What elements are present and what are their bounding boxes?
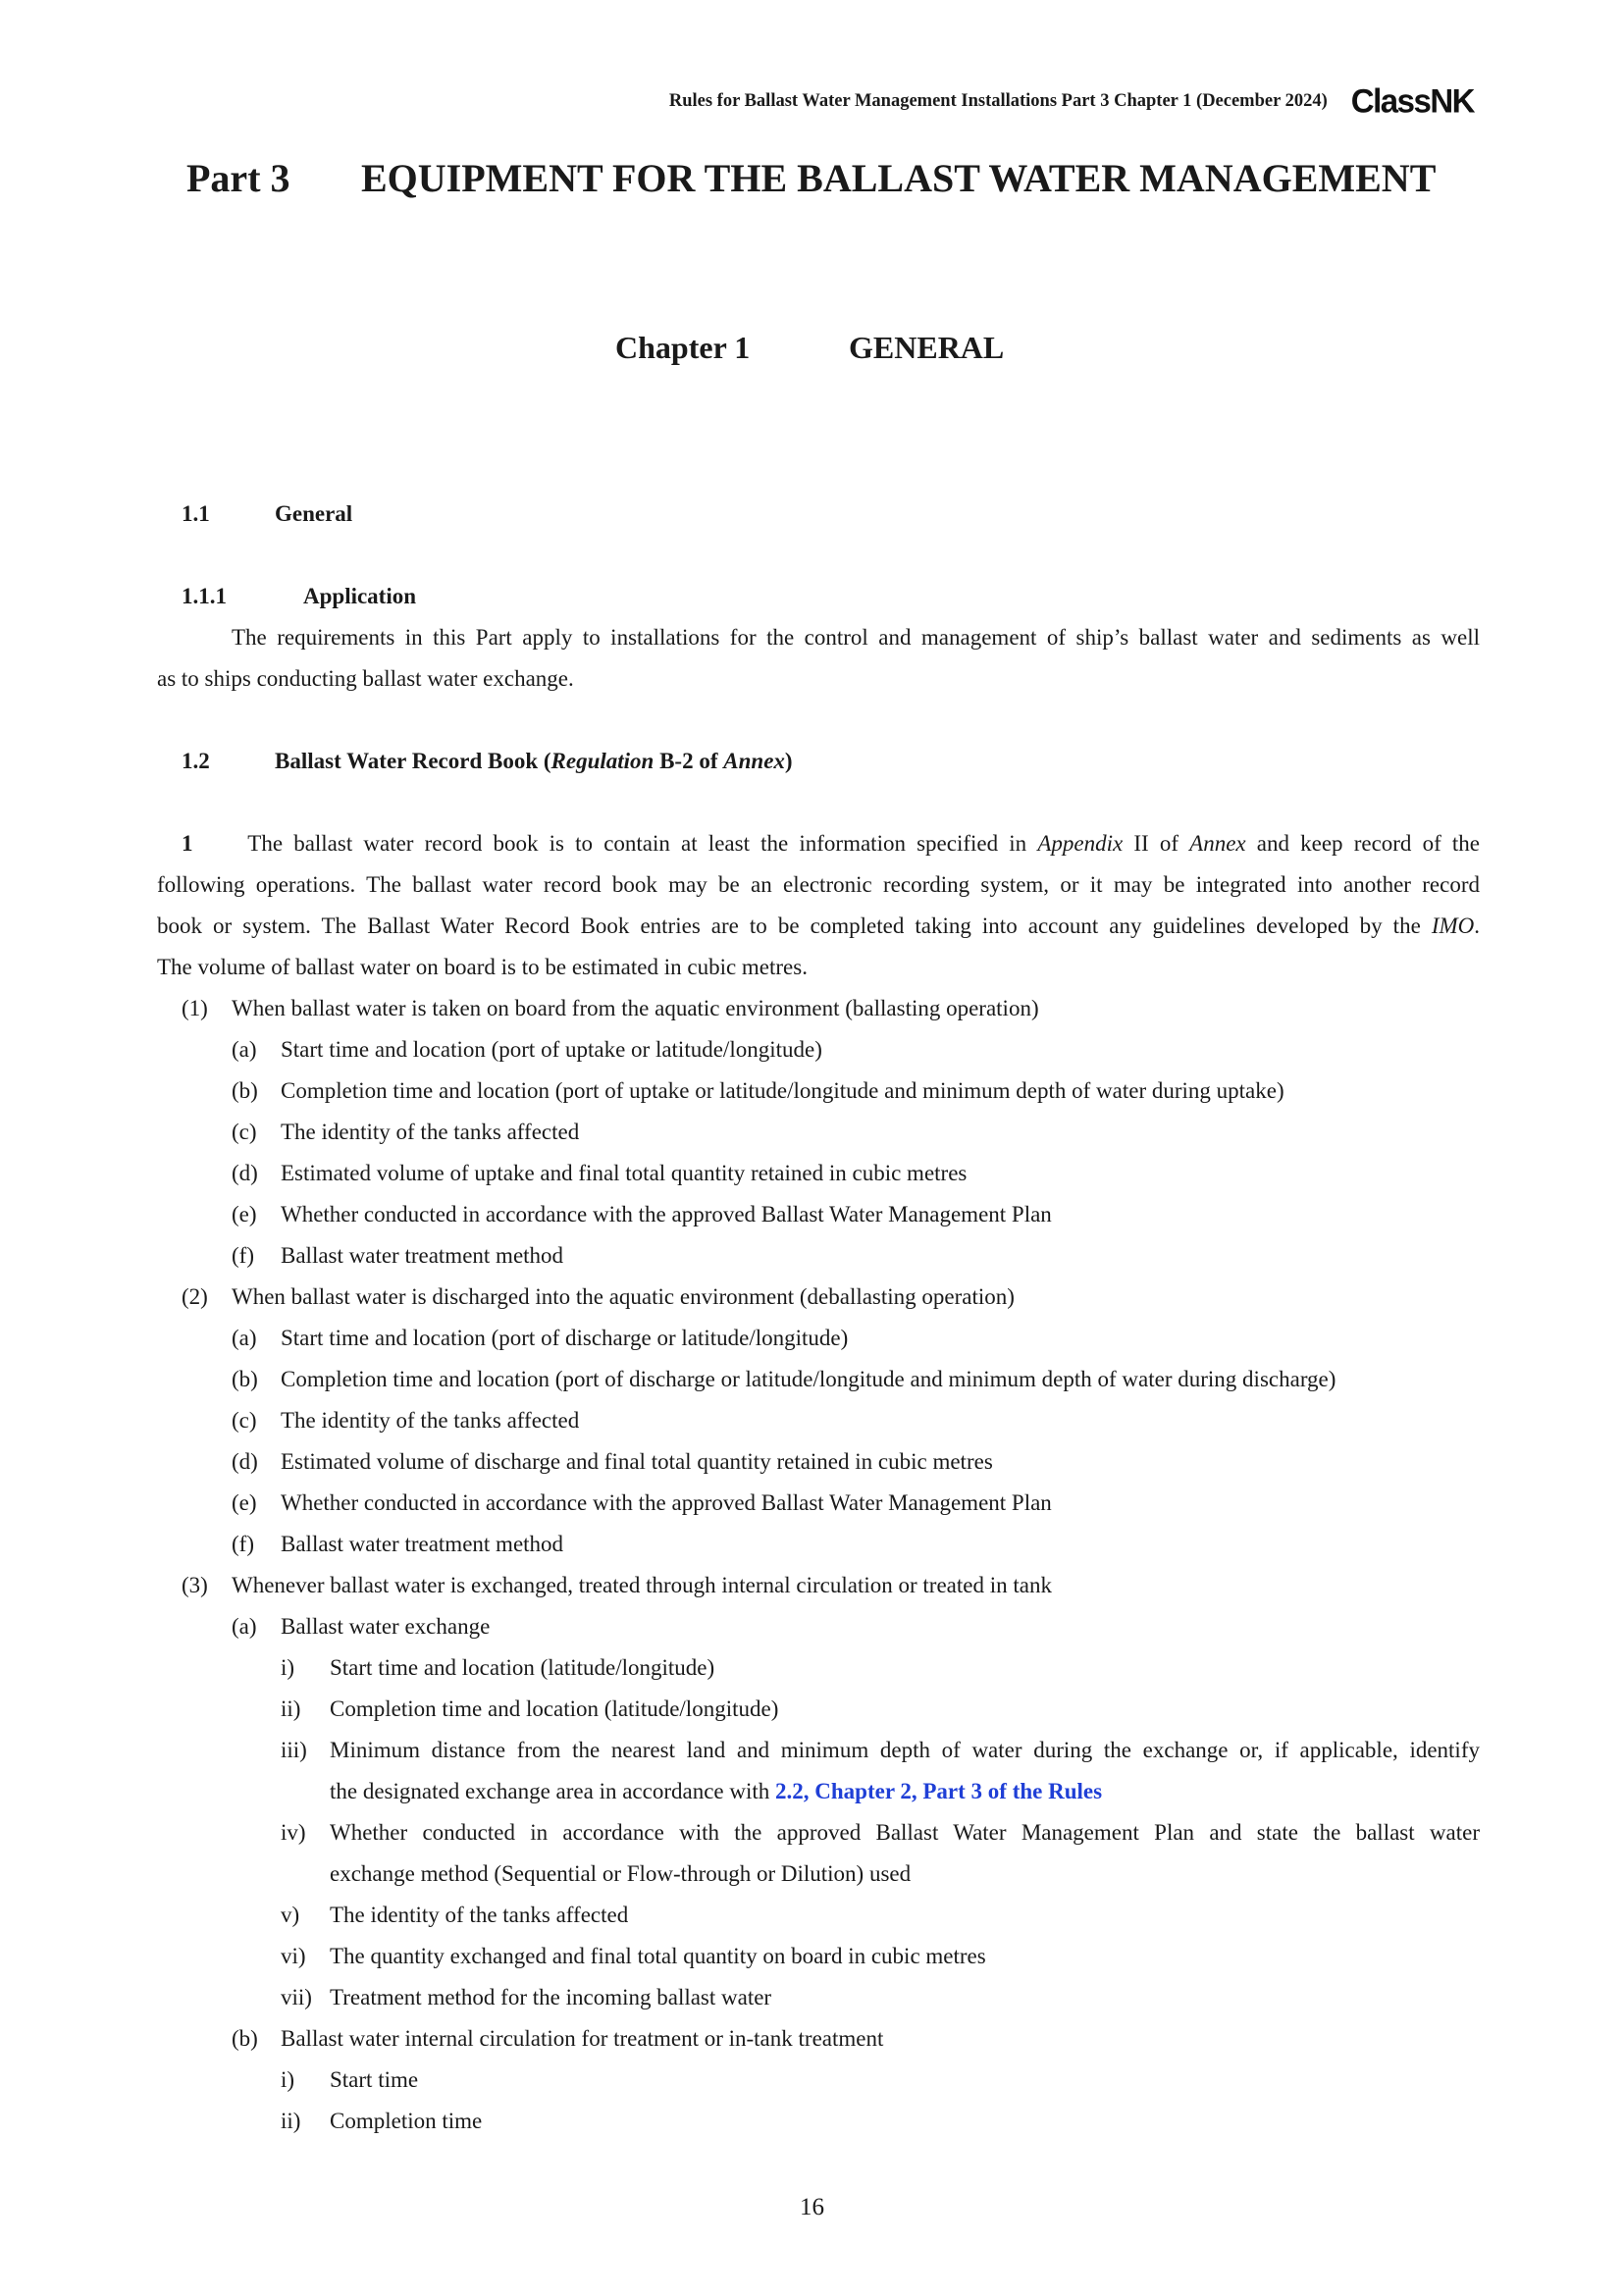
section-1-1-1-heading: 1.1.1 Application <box>182 584 417 608</box>
list-item: (e) Whether conducted in accordance with the approved Ballast Water Management Plan <box>232 1202 1052 1226</box>
list-item: (e) Whether conducted in accordance with the approved Ballast Water Management Plan <box>232 1490 1052 1515</box>
section-1-2-heading: 1.2 Ballast Water Record Book (Regulation B-2 of Annex) <box>182 749 793 773</box>
list-item: (c) The identity of the tanks affected <box>232 1120 580 1144</box>
list-item: (d) Estimated volume of discharge and final total quantity retained in cubic metres <box>232 1449 993 1474</box>
list-item: ii) Completion time <box>281 2109 483 2133</box>
page-number: 16 <box>800 2194 824 2220</box>
list-item: (b) Ballast water internal circulation for treatment or in-tank treatment <box>232 2026 884 2051</box>
section-1-1-heading: 1.1 General <box>182 501 353 526</box>
list-item: i) Start time and location (latitude/longitude) <box>281 1655 715 1680</box>
part-name: EQUIPMENT FOR THE BALLAST WATER MANAGEMENT <box>361 156 1437 200</box>
chapter-number: Chapter 1 <box>615 330 751 365</box>
list-item: (a) Start time and location (port of uptake or latitude/longitude) <box>232 1037 822 1062</box>
rules-reference-link[interactable]: 2.2, Chapter 2, Part 3 of the Rules <box>775 1779 1103 1803</box>
list-item: (2) When ballast water is discharged into the aquatic environment (deballasting operation) <box>182 1284 1015 1309</box>
list-item: v) The identity of the tanks affected <box>281 1903 629 1927</box>
paragraph-1-line: 1 The ballast water record book is to contain at least the information specified in Appendix II of Annex and keep record of the <box>182 831 1481 856</box>
list-item: vi) The quantity exchanged and final total quantity on board in cubic metres <box>281 1944 986 1968</box>
list-item: (a) Start time and location (port of discharge or latitude/longitude) <box>232 1326 849 1350</box>
chapter-name: GENERAL <box>849 330 1005 365</box>
list-item: ii) Completion time and location (latitude/longitude) <box>281 1696 779 1721</box>
paragraph-1-line: The volume of ballast water on board is to be estimated in cubic metres. <box>157 955 808 979</box>
list-item: (1) When ballast water is taken on board from the aquatic environment (ballasting operation) <box>182 996 1039 1020</box>
application-paragraph-line: as to ships conducting ballast water exchange. <box>157 666 574 691</box>
list-item-continuation: exchange method (Sequential or Flow-through or Dilution) used <box>330 1861 912 1886</box>
list-item: iv) Whether conducted in accordance with the approved Ballast Water Management Plan and state the ballast water <box>281 1820 1480 1845</box>
application-paragraph-line: The requirements in this Part apply to installations for the control and management of ship’s ballast water and sediments as well <box>232 625 1480 650</box>
paragraph-number: 1 <box>182 831 193 856</box>
part-number: Part 3 <box>186 156 290 200</box>
running-title: Rules for Ballast Water Management Installations Part 3 Chapter 1 (December 2024) <box>668 90 1328 111</box>
list-item: (b) Completion time and location (port of uptake or latitude/longitude and minimum depth of water during uptake) <box>232 1078 1284 1103</box>
part-title <box>186 155 1436 201</box>
list-item: (b) Completion time and location (port of discharge or latitude/longitude and minimum depth of water during discharge) <box>232 1367 1336 1391</box>
list-item: (c) The identity of the tanks affected <box>232 1408 580 1433</box>
classnk-logo: ClassNK <box>1350 81 1474 120</box>
running-header <box>669 82 1474 120</box>
paragraph-1-line: following operations. The ballast water record book may be an electronic recording system, or it may be integrated into another record <box>157 872 1480 897</box>
list-item: (f) Ballast water treatment method <box>232 1532 564 1556</box>
list-item: (d) Estimated volume of uptake and final total quantity retained in cubic metres <box>232 1161 968 1185</box>
list-item: (3) Whenever ballast water is exchanged, treated through internal circulation or treated in tank <box>182 1573 1052 1597</box>
list-item: i) Start time <box>281 2067 419 2092</box>
list-item: (f) Ballast water treatment method <box>232 1243 564 1268</box>
chapter-title <box>615 330 1004 366</box>
list-item: iii) Minimum distance from the nearest land and minimum depth of water during the exchange or, if applicable, identify <box>281 1738 1480 1762</box>
paragraph-1-line: book or system. The Ballast Water Record Book entries are to be completed taking into account any guidelines developed by the IMO. <box>157 913 1480 938</box>
list-item: (a) Ballast water exchange <box>232 1614 491 1639</box>
list-item: vii) Treatment method for the incoming ballast water <box>281 1985 772 2009</box>
list-item-continuation: the designated exchange area in accordance with 2.2, Chapter 2, Part 3 of the Rules <box>330 1779 1103 1803</box>
